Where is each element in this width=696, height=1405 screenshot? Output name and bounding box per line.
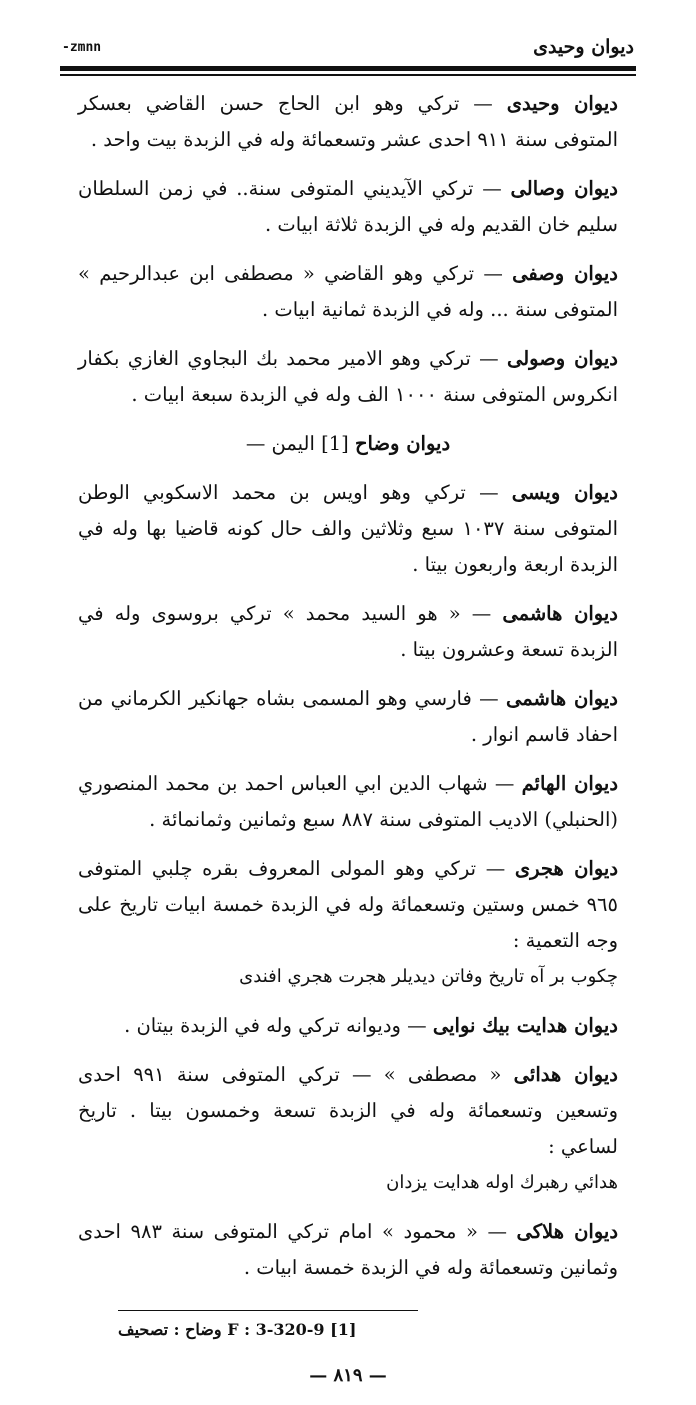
entry — [78, 426, 618, 462]
entry-text: — « محمود » امام تركي المتوفى سنة ٩٨٣ احدى وثمانين وتسعمائة وله في الزبدة خمسة ابيات . — [78, 1220, 618, 1279]
entry-head: ديوان وصالى — [510, 177, 618, 200]
entry — [78, 475, 618, 583]
entry-head: ديوان ويسى — [511, 481, 618, 504]
verse-line: چكوب بر آه تاريخ وفاتن ديديلر هجرت هجري افندى — [239, 966, 618, 987]
entry-head: ديوان هاشمى — [506, 687, 618, 710]
entry — [78, 86, 618, 158]
entry — [78, 766, 618, 838]
entries-body — [78, 86, 618, 1299]
entry-head: ديوان هجرى — [514, 857, 618, 880]
entry-head: ديوان هاشمى — [502, 602, 618, 625]
entry — [78, 681, 618, 753]
entry — [78, 1008, 618, 1044]
entry — [78, 341, 618, 413]
entry-text: « مصطفى » — تركي المتوفى سنة ٩٩١ احدى وتسعين وتسعمائة وله في الزبدة تسعة وخمسون بيتا . تاريخ لساعي : — [78, 1063, 618, 1158]
entry-head: ديوان وصفى — [512, 262, 618, 285]
entry-text: — تركي وهو الامير محمد بك البجاوي الغازي بكفار انكروس المتوفى سنة ١٠٠٠ الف وله في الزبدة سبعة ابيات . — [78, 347, 618, 406]
entry-text: — وديوانه تركي وله في الزبدة بيتان . — [124, 1014, 433, 1037]
entry-text: — تركي وهو ابن الحاج حسن القاضي بعسكر المتوفى سنة ٩١١ احدى عشر وتسعمائة وله في الزبدة بيت واحد . — [78, 92, 618, 151]
entry-text: — تركي الآيديني المتوفى سنة.. في زمن السلطان سليم خان القديم وله في الزبدة ثلاثة ابيات . — [78, 177, 618, 236]
entry-head: ديوان وحيدى — [506, 92, 618, 115]
footnote-rule — [118, 1310, 418, 1311]
header-rule-thick — [60, 66, 636, 71]
entry-text: — « هو السيد محمد » تركي بروسوى وله في الزبدة تسعة وعشرون بيتا . — [78, 602, 618, 661]
entry — [78, 171, 618, 243]
entry — [78, 1214, 618, 1286]
entry-head: ديوان وضاح — [354, 432, 451, 455]
page-header — [62, 30, 634, 60]
entry-text: — تركي وهو اويس بن محمد الاسكوبي الوطن المتوفى سنة ١٠٣٧ سبع وثلاثين والف حال كونه قاضيا بها وله في الزبدة اربعة واربعون بيتا . — [78, 481, 618, 576]
entry-text: — شهاب الدين ابي العباس احمد بن محمد المنصوري (الحنبلي) الاديب المتوفى سنة ٨٨٧ سبع وثمانين وثمانمائة . — [78, 772, 618, 831]
entry-head: ديوان هلاكى — [516, 1220, 619, 1243]
running-title: ديوان وحيدى — [533, 36, 634, 58]
entry-head: ديوان الهائم — [521, 772, 619, 795]
entry — [78, 1057, 618, 1201]
entry — [78, 851, 618, 995]
page-number: — ٨١٩ — — [309, 1365, 387, 1386]
entry-head: ديوان وصولى — [506, 347, 618, 370]
entry-head: ديوان هدايت بيك نوايى — [432, 1014, 618, 1037]
entry-text: — تركي وهو القاضي « مصطفى ابن عبدالرحيم » المتوفى سنة ... وله في الزبدة ثمانية ابيات . — [78, 262, 618, 321]
entry — [78, 596, 618, 668]
header-rule-thin — [60, 74, 636, 76]
header-code: -zmnn — [62, 40, 102, 55]
entry-text: — فارسي وهو المسمى بشاه جهانكير الكرماني من احفاد قاسم انوار . — [78, 687, 618, 746]
footnote: [1] F : 3-320-9 وضاح : تصحيف — [118, 1320, 357, 1339]
entry-text: [1] اليمن — — [245, 432, 355, 455]
verse-line: هدائي رهبرك اوله هدايت يزدان — [386, 1172, 618, 1193]
entry-text: — تركي وهو المولى المعروف بقره چلبي المتوفى ٩٦٥ خمس وستين وتسعمائة وله في الزبدة خمسة ابيات تاريخ على وجه التعمية : — [78, 857, 618, 952]
entry — [78, 256, 618, 328]
entry-head: ديوان هدائى — [513, 1063, 618, 1086]
